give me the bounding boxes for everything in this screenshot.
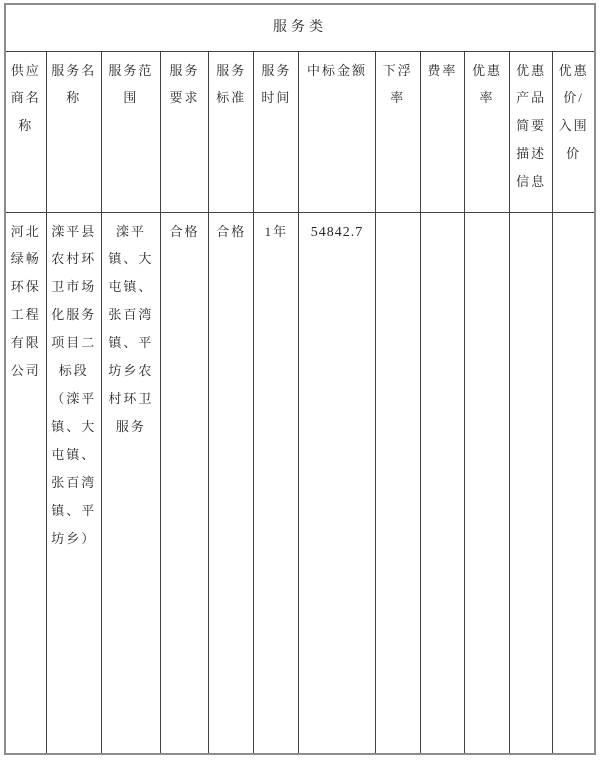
cell-service-requirement: 合格	[160, 212, 208, 754]
cell-preferential-rate	[464, 212, 509, 754]
cell-supplier: 河北绿畅环保工程有限公司	[5, 212, 46, 754]
column-header-fee-rate: 费率	[420, 51, 464, 212]
column-header-service-requirement: 服务要求	[160, 51, 208, 212]
cell-service-time: 1年	[254, 212, 299, 754]
cell-service-standard: 合格	[209, 212, 254, 754]
cell-preferential-price	[553, 212, 595, 754]
cell-preferential-product-desc	[510, 212, 553, 754]
column-header-preferential-rate: 优惠率	[464, 51, 509, 212]
column-header-discount-rate: 下浮率	[375, 51, 420, 212]
column-header-supplier: 供应商名称	[5, 51, 46, 212]
column-header-service-time: 服务时间	[254, 51, 299, 212]
table-header-row	[5, 51, 595, 212]
cell-service-scope: 滦平镇、大屯镇、张百湾镇、平坊乡农村环卫服务	[101, 212, 160, 754]
table-row	[5, 212, 595, 754]
column-header-service-scope: 服务范围	[101, 51, 160, 212]
column-header-preferential-price: 优惠价/入围价	[553, 51, 595, 212]
table-title-row	[5, 4, 595, 51]
column-header-preferential-product-desc: 优惠产品简要描述信息	[510, 51, 553, 212]
table-title: 服务类	[5, 4, 595, 51]
cell-discount-rate	[375, 212, 420, 754]
column-header-service-standard: 服务标准	[209, 51, 254, 212]
service-result-table	[4, 3, 596, 755]
column-header-service-name: 服务名称	[46, 51, 101, 212]
cell-service-name: 滦平县农村环卫市场化服务项目二标段（滦平镇、大屯镇、张百湾镇、平坊乡）	[46, 212, 101, 754]
column-header-bid-amount: 中标金额	[299, 51, 375, 212]
cell-bid-amount: 54842.7	[299, 212, 375, 754]
cell-fee-rate	[420, 212, 464, 754]
